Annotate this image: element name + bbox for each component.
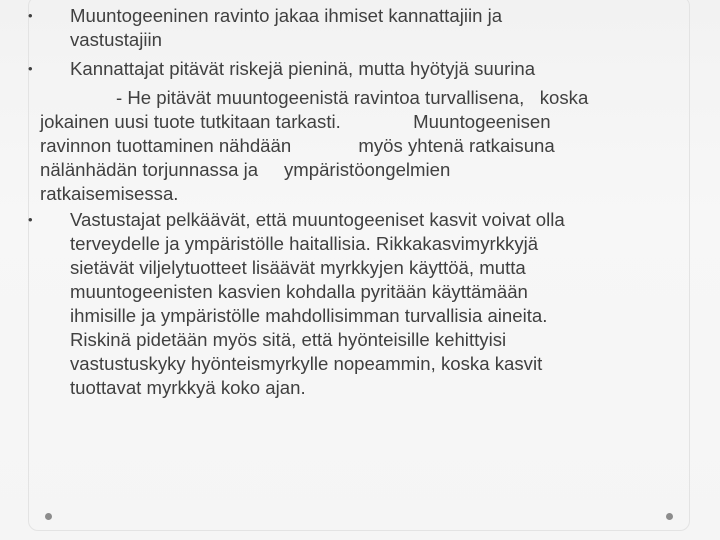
sub-line-3: ravinnon tuottaminen nähdään myös yhtenä ratkaisuna	[40, 135, 555, 156]
bullet-3-line-6: Riskinä pidetään myös sitä, että hyönteisille kehittyisi	[70, 329, 507, 350]
bullet-3-line-4: muuntogeenisten kasvien kohdalla pyritään käyttämään	[70, 281, 528, 302]
sub-line-1: - He pitävät muuntogeenistä ravintoa turvallisena, koska	[116, 87, 589, 108]
sub-line-2: jokainen uusi tuote tutkitaan tarkasti. Muuntogeenisen	[40, 111, 551, 132]
bullet-3-line-8: tuottavat myrkkyä koko ajan.	[70, 377, 306, 398]
bullet-3-line-7: vastustuskyky hyönteismyrkylle nopeammin, koska kasvit	[70, 353, 543, 374]
bullet-2-line-1: Kannattajat pitävät riskejä pieninä, mutta hyötyjä suurina	[70, 58, 536, 79]
bullet-3-line-2: terveydelle ja ympäristölle haitallisia. Rikkakasvimyrkkyjä	[70, 233, 539, 254]
bullet-3-line-1: Vastustajat pelkäävät, että muuntogeeniset kasvit voivat olla	[70, 209, 565, 230]
bullet-1: •	[28, 8, 33, 23]
bullet-3-line-5: ihmisille ja ympäristölle mahdollisimman turvallisia aineita.	[70, 305, 548, 326]
bullet-2: •	[28, 61, 33, 76]
corner-dot-left	[45, 513, 52, 520]
corner-dot-right	[666, 513, 673, 520]
bullet-1-line-1: Muuntogeeninen ravinto jakaa ihmiset kannattajiin ja	[70, 5, 503, 26]
bullet-3: •	[28, 212, 33, 227]
sub-line-5: ratkaisemisessa.	[40, 183, 179, 204]
bullet-1-line-2: vastustajiin	[70, 29, 162, 50]
sub-line-4: nälänhädän torjunnassa ja ympäristöongelmien	[40, 159, 451, 180]
bullet-3-line-3: sietävät viljelytuotteet lisäävät myrkkyjen käyttöä, mutta	[70, 257, 526, 278]
